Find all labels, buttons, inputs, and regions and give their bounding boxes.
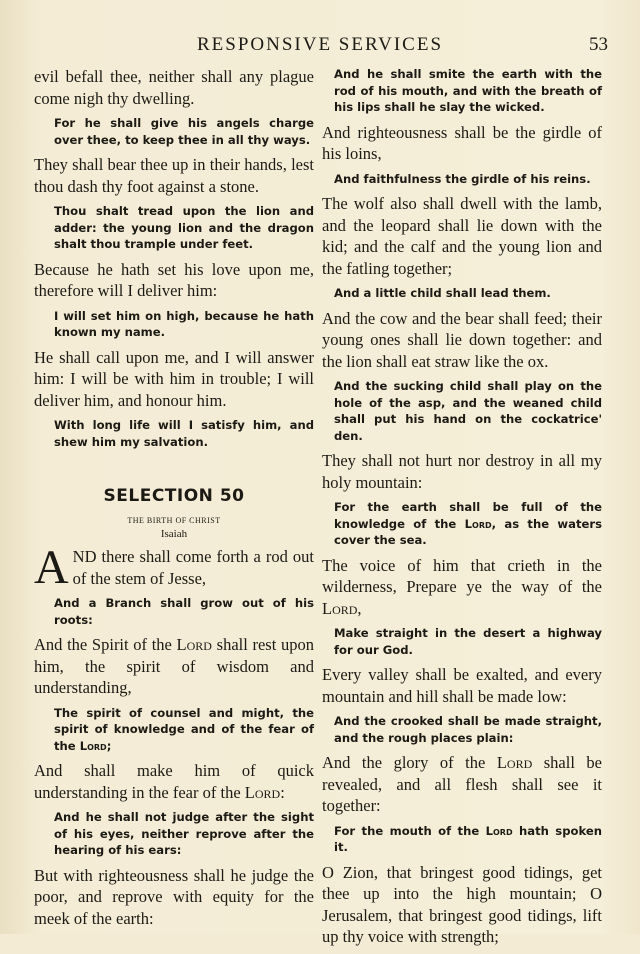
verse-line: And the Spirit of the Lord shall rest upon him, the spirit of wisdom and understanding, xyxy=(34,635,314,697)
verse-line: Because he hath set his love upon me, therefore will I deliver him: xyxy=(34,259,314,300)
response-line: And a Branch shall grow out of his roots: xyxy=(54,596,314,627)
response-line: And a little child shall lead them. xyxy=(334,286,551,300)
page-number: 53 xyxy=(589,34,608,55)
verse-line: evil befall thee, neither shall any plague come nigh thy dwelling. xyxy=(34,67,314,108)
verse-line: They shall bear thee up in their hands, lest thou dash thy foot against a stone. xyxy=(34,155,314,196)
verse-line: And shall make him of quick understanding in the fear of the Lord: xyxy=(34,761,314,802)
selection-author: Isaiah xyxy=(160,528,188,540)
selection-subtitle: THE BIRTH OF CHRIST xyxy=(127,516,221,525)
left-column xyxy=(34,66,314,935)
response-line: And he shall smite the earth with the rod of his mouth, and with the breath of his lips shall he slay the wicked. xyxy=(334,67,602,114)
response-line: The spirit of counsel and might, the spirit of knowledge and of the fear of the Lord; xyxy=(54,705,314,753)
verse-line: They shall not hurt nor destroy in all my holy mountain: xyxy=(322,451,602,492)
drop-cap-letter: A xyxy=(34,541,69,594)
verse-line: The voice of him that crieth in the wilderness, Prepare ye the way of the Lord, xyxy=(322,555,602,618)
verse-line: And the glory of the Lord shall be revealed, and all flesh shall see it together: xyxy=(322,753,602,815)
verse-line: The wolf also shall dwell with the lamb, and the leopard shall lie down with the kid; and the calf and the young lion and the fatling together; xyxy=(322,194,602,278)
response-line: I will set him on high, because he hath known my name. xyxy=(54,308,314,339)
response-line: For the earth shall be full of the knowledge of the Lord, as the waters cover the sea. xyxy=(334,500,602,547)
response-line: With long life will I satisfy him, and shew him my salvation. xyxy=(54,418,314,449)
response-line: And the sucking child shall play on the hole of the asp, and the weaned child shall put his hand on the cockatrice' den. xyxy=(334,379,602,443)
response-line: For the mouth of the Lord hath spoken it. xyxy=(334,823,602,854)
response-line: And he shall not judge after the sight of his eyes, neither reprove after the hearing of his ears: xyxy=(54,810,314,857)
verse-line: But with righteousness shall he judge the poor, and reprove with equity for the meek of the earth: xyxy=(34,865,314,928)
page-header xyxy=(28,30,612,60)
verse-line: O Zion, that bringest good tidings, get thee up into the high mountain; O Jerusalem, that bringest good tidings, lift up thy voice with strength; xyxy=(322,862,602,946)
verse-line: And righteousness shall be the girdle of his loins, xyxy=(322,122,602,163)
verse-line: And the cow and the bear shall feed; their young ones shall lie down together: and the lion shall eat straw like the ox. xyxy=(322,308,602,371)
right-column xyxy=(322,66,602,954)
response-line: Make straight in the desert a highway for our God. xyxy=(334,626,602,657)
response-line: And the crooked shall be made straight, and the rough places plain: xyxy=(334,714,602,745)
running-title: RESPONSIVE SERVICES xyxy=(196,34,444,55)
response-line: Thou shalt tread upon the lion and adder: the young lion and the dragon shalt thou trample under feet. xyxy=(54,204,314,251)
selection-title: SELECTION 50 xyxy=(103,486,245,506)
verse-line: Every valley shall be exalted, and every mountain and hill shall be made low: xyxy=(322,665,602,706)
verse-line-dropcap: AND there shall come forth a rod out of the stem of Jesse, xyxy=(34,541,314,594)
verse-line: He shall call upon me, and I will answer him: I will be with him in trouble; I will deliver him, and honour him. xyxy=(34,347,314,410)
response-line: For he shall give his angels charge over thee, to keep thee in all thy ways. xyxy=(54,116,314,147)
response-line: And faithfulness the girdle of his reins. xyxy=(334,171,591,186)
